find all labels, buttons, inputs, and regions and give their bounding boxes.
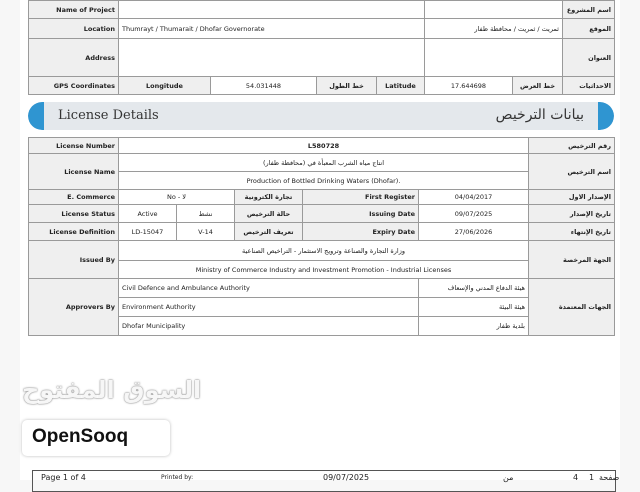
latitude-label: Latitude <box>377 77 425 95</box>
longitude-label-ar: خط الطول <box>317 77 377 95</box>
location-value-ar: ثمريت / ثمريت / محافظة ظفار <box>425 19 563 39</box>
license-status-label-ar: حالة الترخيص <box>235 205 303 223</box>
approver-row <box>29 279 615 298</box>
project-name-label-ar: اسم المشروع <box>563 1 615 19</box>
approvers-label-ar: الجهات المعتمدة <box>529 279 615 336</box>
document-page <box>20 0 620 480</box>
ecommerce-value: No - لا <box>119 190 235 205</box>
location-row <box>29 19 615 39</box>
issued-by-value-ar: وزارة التجارة والصناعة وترويج الاستثمار - التراخيص الصناعية <box>119 241 529 261</box>
ecommerce-label-ar: تجارة الكترونية <box>235 190 303 205</box>
location-label-ar: الموقع <box>563 19 615 39</box>
first-register-label: First Register <box>303 190 419 205</box>
license-definition-code: LD-15047 <box>119 223 177 241</box>
gps-label-ar: الاحداثيات <box>563 77 615 95</box>
expiry-date-label-ar: تاريخ الإنتهاء <box>529 223 615 241</box>
project-name-row <box>29 1 615 19</box>
ecommerce-label: E. Commerce <box>29 190 119 205</box>
footer-of-num: 4 <box>573 473 579 482</box>
footer-of-ar: من <box>503 473 514 482</box>
license-name-row-ar <box>29 154 615 172</box>
address-value-ar <box>425 39 563 77</box>
gps-row <box>29 77 615 95</box>
address-label-ar: العنوان <box>563 39 615 77</box>
license-name-en: Production of Bottled Drinking Waters (Dhofar). <box>119 172 529 190</box>
opensooq-logo-text: OpenSooq <box>32 426 129 447</box>
approvers-label: Approvers By <box>29 279 119 336</box>
license-name-label-ar: اسم الترخيص <box>529 154 615 190</box>
status-row <box>29 205 615 223</box>
footer-page-ar: صفحة <box>599 473 620 482</box>
license-number-label-ar: رقم الترخيص <box>529 138 615 154</box>
address-value <box>119 39 425 77</box>
approver-ar: هيئة الدفاع المدني والإسعاف <box>419 279 529 298</box>
expiry-date-value: 27/06/2026 <box>419 223 529 241</box>
issuing-date-label-ar: تاريخ الإصدار <box>529 205 615 223</box>
license-details-banner <box>28 102 614 130</box>
license-status-value-en: Active <box>119 205 177 223</box>
approver-en: Environment Authority <box>119 298 419 317</box>
gps-label: GPS Coordinates <box>29 77 119 95</box>
license-name-ar: انتاج مياه الشرب المعبأة في (محافظة ظفار) <box>119 154 529 172</box>
latitude-value: 17.644698 <box>425 77 513 95</box>
banner-title-en: License Details <box>58 108 159 123</box>
footer-page-count: Page 1 of 4 <box>41 473 86 482</box>
license-number-row <box>29 138 615 154</box>
footer-page-num: 1 <box>589 473 595 482</box>
issued-by-row-ar <box>29 241 615 261</box>
license-number-label: License Number <box>29 138 119 154</box>
watermark-arabic-text: السوق المفتوح <box>22 376 202 404</box>
license-status-value-ar: نشط <box>177 205 235 223</box>
banner-accent-left <box>28 102 44 130</box>
longitude-label: Longitude <box>119 77 211 95</box>
license-definition-version: V-14 <box>177 223 235 241</box>
license-number-value: L580728 <box>119 138 529 154</box>
project-name-label: Name of Project <box>29 1 119 19</box>
project-name-value <box>119 1 425 19</box>
license-details-table <box>28 137 615 336</box>
address-label: Address <box>29 39 119 77</box>
footer-printed-by: Printed by: <box>161 474 194 481</box>
license-status-label: License Status <box>29 205 119 223</box>
first-register-value: 04/04/2017 <box>419 190 529 205</box>
license-definition-label-ar: تعريف الترخيص <box>235 223 303 241</box>
license-name-label: License Name <box>29 154 119 190</box>
location-label: Location <box>29 19 119 39</box>
page-footer <box>32 470 620 492</box>
issuing-date-value: 09/07/2025 <box>419 205 529 223</box>
expiry-date-label: Expiry Date <box>303 223 419 241</box>
location-value-en: Thumrayt / Thumarait / Dhofar Governorate <box>119 19 425 39</box>
footer-date: 09/07/2025 <box>323 473 370 482</box>
first-register-label-ar: الإصدار الاول <box>529 190 615 205</box>
issued-by-value-en: Ministry of Commerce Industry and Investment Promotion - Industrial Licenses <box>119 261 529 279</box>
ecommerce-row <box>29 190 615 205</box>
project-name-value-ar <box>425 1 563 19</box>
issuing-date-label: Issuing Date <box>303 205 419 223</box>
license-definition-label: License Definition <box>29 223 119 241</box>
approver-ar: بلدية ظفار <box>419 317 529 336</box>
latitude-label-ar: خط العرض <box>513 77 563 95</box>
opensooq-logo <box>22 420 170 456</box>
approver-ar: هيئة البيئة <box>419 298 529 317</box>
approver-en: Dhofar Municipality <box>119 317 419 336</box>
issued-by-label: Issued By <box>29 241 119 279</box>
project-info-table <box>28 0 615 95</box>
approver-en: Civil Defence and Ambulance Authority <box>119 279 419 298</box>
banner-accent-right <box>598 102 614 130</box>
banner-title-ar: بيانات الترخيص <box>495 107 584 123</box>
longitude-value: 54.031448 <box>211 77 317 95</box>
address-row <box>29 39 615 77</box>
definition-row <box>29 223 615 241</box>
issued-by-label-ar: الجهة المرخصة <box>529 241 615 279</box>
